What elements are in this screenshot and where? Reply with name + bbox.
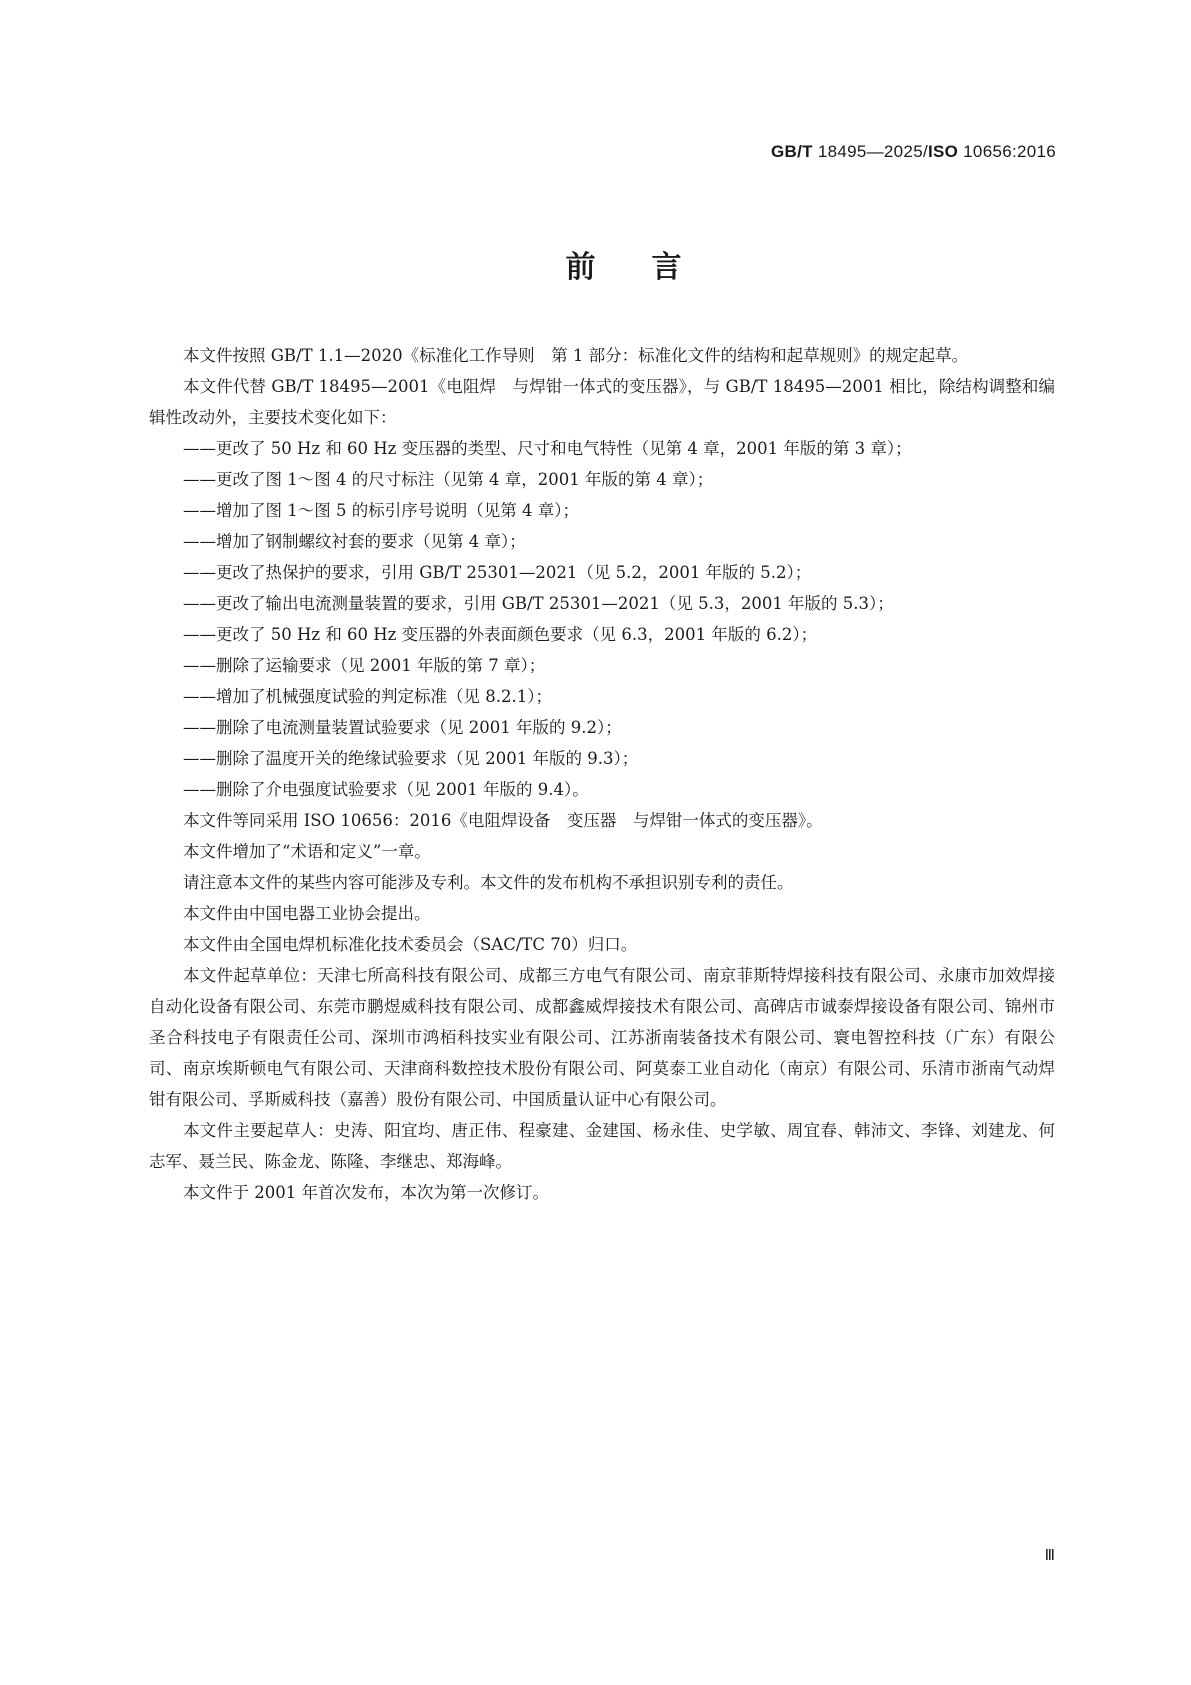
- change-item: ——更改了 50 Hz 和 60 Hz 变压器的外表面颜色要求（见 6.3，2001 年版的 6.2）；: [183, 625, 818, 644]
- paragraph: 请注意本文件的某些内容可能涉及专利。本文件的发布机构不承担识别专利的责任。: [183, 873, 794, 892]
- drafters-paragraph: 本文件主要起草人：史涛、阳宜均、唐正伟、程豪建、金建国、杨永佳、史学敏、周宜春、韩沛文、李锋、刘建龙、何志军、聂兰民、陈金龙、陈隆、李继忠、郑海峰。: [149, 1121, 1055, 1171]
- paragraph: 本文件按照 GB/T 1.1—2020《标准化工作导则 第 1 部分：标准化文件的结构和起草规则》的规定起草。: [183, 346, 969, 365]
- change-item: ——更改了图 1～图 4 的尺寸标注（见第 4 章，2001 年版的第 4 章）；: [183, 470, 714, 489]
- change-item: ——删除了运输要求（见 2001 年版的第 7 章）；: [183, 656, 546, 675]
- change-item: ——更改了输出电流测量装置的要求，引用 GB/T 25301—2021（见 5.3，2001 年版的 5.3）；: [183, 594, 894, 613]
- change-item: ——删除了介电强度试验要求（见 2001 年版的 9.4）。: [183, 780, 589, 799]
- standard-number: 18495—2025/: [812, 142, 928, 161]
- page-title: 前言: [565, 250, 738, 285]
- paragraph: 本文件由全国电焊机标准化技术委员会（SAC/TC 70）归口。: [183, 935, 638, 954]
- iso-number: 10656:2016: [958, 142, 1056, 161]
- iso-prefix: ISO: [927, 142, 959, 161]
- change-item: ——删除了温度开关的绝缘试验要求（见 2001 年版的 9.3）；: [183, 749, 639, 768]
- standard-code: [771, 142, 1056, 162]
- foreword-body: [149, 340, 1055, 1208]
- drafting-units-paragraph: 本文件起草单位：天津七所高科技有限公司、成都三方电气有限公司、南京菲斯特焊接科技有限公司、永康市加效焊接自动化设备有限公司、东莞市鹏煜威科技有限公司、成都鑫威焊接技术有限公司、高碑店市诚泰焊接设备有限公司、锦州市圣合科技电子有限责任公司、深圳市鸿栢科技实业有限公司、江苏浙南装备技术有限公司、寰电智控科技（广东）有限公司、南京埃斯顿电气有限公司、天津商科数控技术股份有限公司、阿莫泰工业自动化（南京）有限公司、乐清市浙南气动焊钳有限公司、孚斯威科技（嘉善）股份有限公司、中国质量认证中心有限公司。: [149, 966, 1055, 1109]
- paragraph: 本文件由中国电器工业协会提出。: [183, 904, 431, 923]
- standard-prefix: GB/T: [771, 142, 813, 161]
- change-item: ——更改了热保护的要求，引用 GB/T 25301—2021（见 5.2，2001 年版的 5.2）；: [183, 563, 812, 582]
- change-item: ——更改了 50 Hz 和 60 Hz 变压器的类型、尺寸和电气特性（见第 4 章，2001 年版的第 3 章）；: [183, 439, 912, 458]
- change-item: ——增加了图 1～图 5 的标引序号说明（见第 4 章）；: [183, 501, 579, 520]
- page-number: Ⅲ: [1044, 1548, 1055, 1564]
- change-item: ——删除了电流测量装置试验要求（见 2001 年版的 9.2）；: [183, 718, 622, 737]
- change-item: ——增加了机械强度试验的判定标准（见 8.2.1）；: [183, 687, 552, 706]
- paragraph: 本文件等同采用 ISO 10656：2016《电阻焊设备 变压器 与焊钳一体式的变压器》。: [183, 811, 823, 830]
- paragraph: 本文件增加了“术语和定义”一章。: [183, 842, 431, 861]
- paragraph: 本文件于 2001 年首次发布，本次为第一次修订。: [183, 1183, 549, 1202]
- paragraph: 本文件代替 GB/T 18495—2001《电阻焊 与焊钳一体式的变压器》，与 GB/T 18495—2001 相比，除结构调整和编辑性改动外，主要技术变化如下：: [149, 377, 1055, 427]
- change-item: ——增加了钢制螺纹衬套的要求（见第 4 章）；: [183, 532, 526, 551]
